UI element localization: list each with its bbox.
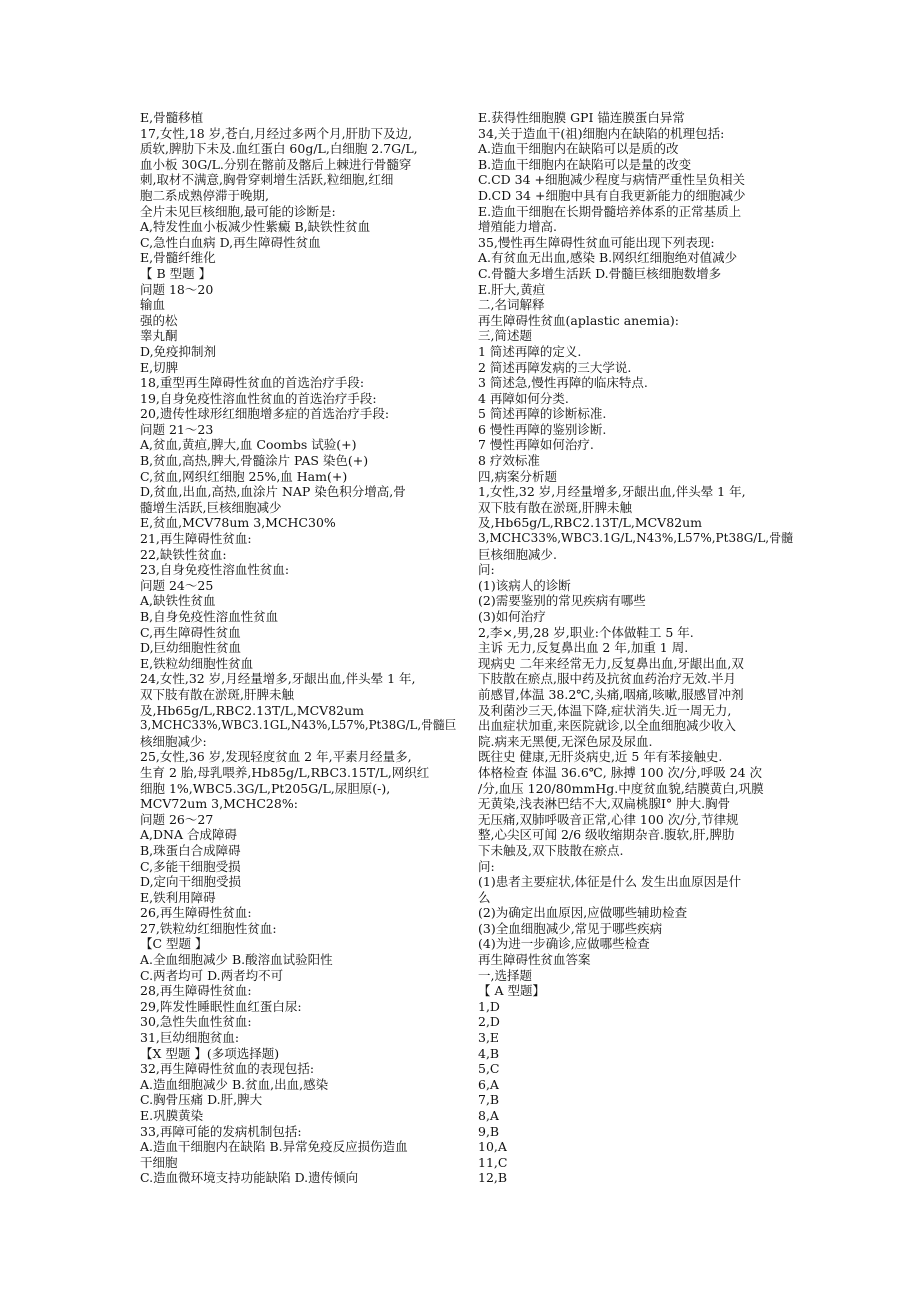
text-line: 生育 2 胎,母乳喂养,Hb85g/L,RBC3.15T/L,网织红 — [140, 764, 430, 780]
text-line: 院.病来无黑便,无深色尿及尿血. — [478, 733, 653, 749]
text-line: 3,MCHC33%,WBC3.1GL,N43%,L57%,Pt38G/L,骨髓巨 — [140, 718, 457, 733]
text-line: B,贫血,高热,脾大,骨髓涂片 PAS 染色(+) — [140, 453, 369, 469]
text-line: 31,巨幼细胞贫血: — [140, 1030, 240, 1046]
text-line: 18,重型再生障碍性贫血的首选治疗手段: — [140, 375, 365, 391]
text-line: 29,阵发性睡眠性血红蛋白尿: — [140, 998, 302, 1014]
text-line: C,再生障碍性贫血 — [140, 624, 241, 640]
text-line: 再生障碍性贫血(aplastic anemia): — [478, 312, 679, 328]
left-column — [140, 110, 458, 1186]
text-line: 5 简述再障的诊断标准. — [478, 406, 607, 422]
text-line: 25,女性,36 岁,发现轻度贫血 2 年,平素月经量多, — [140, 749, 412, 765]
text-line: 11,C — [478, 1154, 508, 1170]
text-line: 刺,取材不满意,胸骨穿刺增生活跃,粒细胞,红细 — [140, 172, 394, 188]
text-line: A,贫血,黄疸,脾大,血 Coombs 试验(+) — [140, 437, 357, 453]
text-line: A.造血干细胞内在缺陷 B.异常免疫反应损伤造血 — [140, 1139, 408, 1155]
text-line: 前感冒,体温 38.2℃,头痛,咽痛,咳嗽,服感冒冲剂 — [478, 686, 744, 702]
text-line: C,多能干细胞受损 — [140, 858, 241, 874]
text-line: 下未触及,双下肢散在瘀点. — [478, 842, 624, 858]
text-line: 2,D — [478, 1014, 500, 1030]
text-line: A.造血干细胞内在缺陷可以是质的改 — [478, 141, 679, 157]
text-line: 髓增生活跃,巨核细胞减少 — [140, 499, 282, 515]
text-line: 一,选择题 — [478, 967, 532, 983]
right-column — [478, 110, 796, 1186]
text-line: 强的松 — [140, 312, 178, 328]
text-line: 3,MCHC33%,WBC3.1G/L,N43%,L57%,Pt38G/L,骨髓 — [478, 531, 794, 546]
text-line: 2 简述再障发病的三大学说. — [478, 359, 632, 375]
text-line: E,铁利用障碍 — [140, 889, 216, 905]
text-line: C.两者均可 D.两者均不可 — [140, 967, 284, 983]
text-line: D,定向干细胞受损 — [140, 874, 242, 890]
text-line: 6 慢性再障的鉴别诊断. — [478, 421, 607, 437]
text-line: C.CD 34 +细胞减少程度与病情严重性呈负相关 — [478, 172, 746, 188]
text-line: 7,B — [478, 1092, 500, 1108]
text-line: A.全血细胞减少 B.酸溶血试验阳性 — [140, 952, 333, 968]
text-line: B,珠蛋白合成障碍 — [140, 842, 241, 858]
text-line: D,巨幼细胞性贫血 — [140, 640, 242, 656]
text-line: 干细胞 — [140, 1154, 178, 1170]
text-line: 巨核细胞减少. — [478, 546, 557, 562]
text-line: 1,女性,32 岁,月经量增多,牙龈出血,伴头晕 1 年, — [478, 484, 746, 500]
text-line: 四,病案分析题 — [478, 468, 557, 484]
text-line: 10,A — [478, 1139, 507, 1155]
text-line: 全片未见巨核细胞,最可能的诊断是: — [140, 203, 336, 219]
text-line: 1 简述再障的定义. — [478, 343, 582, 359]
text-line: 血小板 30G/L.分别在髂前及髂后上棘进行骨髓穿 — [140, 156, 412, 172]
text-line: /分,血压 120/80mmHg.中度贫血貌,结膜黄白,巩膜 — [478, 780, 764, 796]
text-line: C.骨髓大多增生活跃 D.骨髓巨核细胞数增多 — [478, 265, 722, 281]
text-line: 9,B — [478, 1123, 500, 1139]
text-line: A,特发性血小板减少性紫癜 B,缺铁性贫血 — [140, 219, 371, 235]
text-line: 双下肢有散在淤斑,肝脾未触 — [478, 499, 632, 515]
text-line: 28,再生障碍性贫血: — [140, 983, 252, 999]
text-line: 6,A — [478, 1076, 499, 1092]
text-line: 及,Hb65g/L,RBC2.13T/L,MCV82um — [140, 702, 365, 718]
text-line: D,免疫抑制剂 — [140, 343, 217, 359]
text-line: 体格检查 体温 36.6℃, 脉搏 100 次/分,呼吸 24 次 — [478, 764, 763, 780]
text-line: 问题 18～20 — [140, 281, 214, 297]
text-line: 无黄染,浅表淋巴结不大,双扁桃腺Ⅰ° 肿大.胸骨 — [478, 796, 731, 812]
text-line: 输血 — [140, 297, 166, 313]
text-line: 12,B — [478, 1170, 508, 1186]
text-line: 24,女性,32 岁,月经量增多,牙龈出血,伴头晕 1 年, — [140, 671, 416, 687]
text-line: 问题 21～23 — [140, 421, 214, 437]
text-line: (2)为确定出血原因,应做哪些辅助检查 — [478, 905, 688, 921]
text-line: A,缺铁性贫血 — [140, 593, 216, 609]
text-line: D,贫血,出血,高热,血涂片 NAP 染色积分增高,骨 — [140, 484, 406, 500]
text-line: E.巩膜黄染 — [140, 1108, 204, 1123]
text-line: 33,再障可能的发病机制包括: — [140, 1123, 302, 1139]
text-line: (1)患者主要症状,体征是什么 发生出血原因是什 — [478, 874, 742, 890]
text-line: 8 疗效标准 — [478, 453, 540, 469]
text-line: 34,关于造血干(祖)细胞内在缺陷的机理包括: — [478, 125, 725, 141]
text-line: 17,女性,18 岁,苍白,月经过多两个月,肝肋下及边, — [140, 125, 413, 141]
text-line: 双下肢有散在淤斑,肝脾未触 — [140, 686, 294, 702]
text-line: (1)该病人的诊断 — [478, 577, 571, 593]
text-line: 问题 26～27 — [140, 811, 214, 827]
text-line: 35,慢性再生障碍性贫血可能出现下列表现: — [478, 234, 715, 250]
text-line: 质软,脾肋下未及.血红蛋白 60g/L,白细胞 2.7G/L, — [140, 141, 418, 157]
text-line: 出血症状加重,来医院就诊,以全血细胞减少收入 — [478, 718, 736, 734]
text-line: 整,心尖区可闻 2/6 级收缩期杂音.腹软,肝,脾肋 — [478, 827, 735, 843]
text-line: 【 B 型题 】 — [140, 265, 212, 281]
text-line: 增殖能力增高. — [478, 219, 557, 235]
text-line: 现病史 二年来经常无力,反复鼻出血,牙龈出血,双 — [478, 655, 744, 671]
text-line: 细胞 1%,WBC5.3G/L,Pt205G/L,尿胆原(-), — [140, 780, 391, 796]
text-line: C.胸骨压痛 D.肝,脾大 — [140, 1092, 263, 1108]
text-line: 三,简述题 — [478, 328, 532, 344]
text-line: 既往史 健康,无肝炎病史,近 5 年有苯接触史. — [478, 749, 723, 765]
text-line: E.造血干细胞在长期骨髓培养体系的正常基质上 — [478, 203, 742, 219]
text-line: 问: — [478, 858, 495, 874]
text-line: 7 慢性再障如何治疗. — [478, 437, 594, 453]
text-line: (3)如何治疗 — [478, 609, 546, 624]
text-line: E,贫血,MCV78um 3,MCHC30% — [140, 515, 336, 531]
text-line: 二,名词解释 — [478, 297, 545, 313]
text-line: (4)为进一步确诊,应做哪些检查 — [478, 936, 650, 952]
text-line: 下肢散在瘀点,服中药及抗贫血药治疗无效.半月 — [478, 671, 736, 687]
text-line: 主诉 无力,反复鼻出血 2 年,加重 1 周. — [478, 640, 689, 656]
text-line: 22,缺铁性贫血: — [140, 546, 227, 562]
text-line: 【C 型题 】 — [140, 936, 208, 952]
text-line: 8,A — [478, 1108, 499, 1123]
text-line: 么 — [478, 889, 491, 905]
text-line: D.CD 34 +细胞中具有自我更新能力的细胞减少 — [478, 187, 746, 203]
text-line: 1,D — [478, 998, 500, 1014]
text-line: 及利菌沙三天,体温下降,症状消失.近一周无力, — [478, 702, 732, 718]
text-line: A.有贫血无出血,感染 B.网织红细胞绝对值减少 — [478, 250, 738, 266]
text-line: E,骨髓移植 — [140, 110, 204, 125]
text-line: E,切脾 — [140, 359, 179, 375]
text-line: 胞二系成熟停滞于晚期, — [140, 187, 269, 203]
text-line: (2)需要鉴别的常见疾病有哪些 — [478, 593, 646, 609]
text-line: 27,铁粒幼红细胞性贫血: — [140, 920, 277, 936]
text-line: (3)全血细胞减少,常见于哪些疾病 — [478, 920, 663, 936]
text-line: 【X 型题 】(多项选择题) — [140, 1045, 280, 1061]
text-line: E,骨髓纤维化 — [140, 250, 216, 266]
text-line: 3 简述急,慢性再障的临床特点. — [478, 375, 648, 391]
text-line: 核细胞减少: — [140, 733, 207, 749]
text-line: 再生障碍性贫血答案 — [478, 952, 591, 968]
text-line: 26,再生障碍性贫血: — [140, 905, 252, 921]
text-line: 5,C — [478, 1061, 500, 1077]
text-line: 【 A 型题】 — [478, 983, 545, 999]
text-line: B,自身免疫性溶血性贫血 — [140, 609, 279, 624]
text-line: 问: — [478, 562, 495, 578]
text-line: MCV72um 3,MCHC28%: — [140, 796, 298, 812]
text-line: C.造血微环境支持功能缺陷 D.遗传倾向 — [140, 1170, 359, 1186]
text-line: 睾丸酮 — [140, 328, 178, 344]
text-line: A.造血细胞减少 B.贫血,出血,感染 — [140, 1076, 329, 1092]
text-line: 23,自身免疫性溶血性贫血: — [140, 562, 290, 578]
text-line: 4 再障如何分类. — [478, 390, 569, 406]
text-line: C,急性白血病 D,再生障碍性贫血 — [140, 234, 321, 250]
text-line: C,贫血,网织红细胞 25%,血 Ham(+) — [140, 468, 348, 484]
text-line: 及,Hb65g/L,RBC2.13T/L,MCV82um — [478, 515, 703, 531]
text-line: 19,自身免疫性溶血性贫血的首选治疗手段: — [140, 390, 377, 406]
text-line: E.获得性细胞膜 GPI 锚连膜蛋白异常 — [478, 110, 685, 125]
text-line: 20,遗传性球形红细胞增多症的首选治疗手段: — [140, 406, 390, 422]
text-line: B.造血干细胞内在缺陷可以是量的改变 — [478, 156, 692, 172]
text-line: 30,急性失血性贫血: — [140, 1014, 252, 1030]
text-line: E.肝大,黄疸 — [478, 281, 546, 297]
text-line: 问题 24～25 — [140, 577, 214, 593]
text-line: E,铁粒幼细胞性贫血 — [140, 655, 254, 671]
text-line: 3,E — [478, 1030, 500, 1046]
text-line: 无压痛,双肺呼吸音正常,心律 100 次/分,节律规 — [478, 811, 739, 827]
text-line: 32,再生障碍性贫血的表现包括: — [140, 1061, 315, 1077]
text-line: 21,再生障碍性贫血: — [140, 531, 252, 547]
text-line: A,DNA 合成障碍 — [140, 827, 237, 843]
text-line: 2,李×,男,28 岁,职业:个体做鞋工 5 年. — [478, 624, 694, 640]
text-line: 4,B — [478, 1045, 500, 1061]
